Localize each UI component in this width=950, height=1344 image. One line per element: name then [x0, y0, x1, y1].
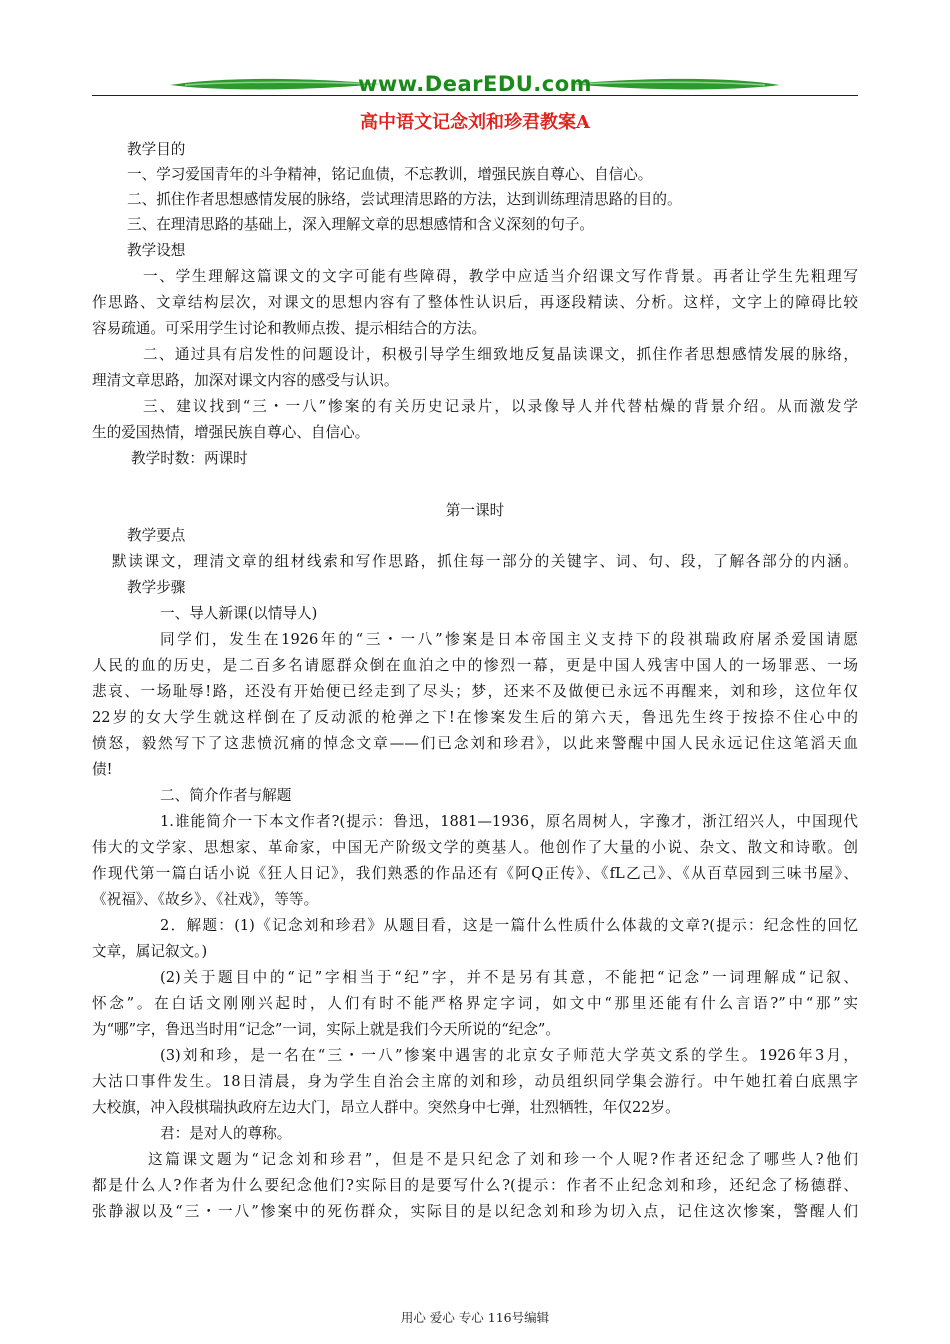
text-line: 债! — [92, 761, 113, 778]
text-line: 愤怒，毅然写下了这悲愤沉痛的悼念文章——们已念刘和珍君》，以此来警醒中国人民永远记住这笔滔天血 — [92, 735, 858, 752]
text-line: 作思路、文章结构层次，对课文的思想内容有了整体性认识后，再逐段精读、分析。这样，文字上的障碍比较 — [92, 294, 858, 311]
text-line: 二、简介作者与解题 — [160, 787, 292, 804]
text-line: 《祝福》、《故乡》、《社戏》，等等。 — [92, 891, 319, 908]
text-line: 默读课文，理清文章的组材线索和写作思路，抓住每一部分的关键字、词、句、段，了解各部分的内涵。 — [112, 553, 858, 570]
text-line: (2)关于题目中的“记”字相当于“纪”字，并不是另有其意，不能把“记念”一词理解成“记叙、 — [160, 969, 858, 986]
text-line: (3)刘和珍，是一名在“三・一八”惨案中遇害的北京女子师范大学英文系的学生。1926年3月， — [160, 1047, 858, 1064]
text-line: 2．解题：(1)《记念刘和珍君》从题目看，这是一篇什么性质什么体裁的文章?(提示：纪念性的回忆 — [160, 917, 858, 934]
text-line: 理清文章思路，加深对课文内容的感受与认识。 — [92, 372, 399, 389]
text-line: 伟大的文学家、思想家、革命家，中国无产阶级文学的奠基人。他创作了大量的小说、杂文、散文和诗歌。创 — [92, 839, 858, 856]
text-line: 教学目的 — [127, 141, 186, 158]
text-line: 二、通过具有启发性的问题设计，积极引导学生细致地反复晶读课文，抓住作者思想感情发展的脉络， — [143, 346, 858, 363]
text-line: 三、在理清思路的基础上，深入理解文章的思想感情和含义深刻的句子。 — [127, 216, 595, 233]
text-line: 作现代第一篇白话小说《狂人日记》，我们熟悉的作品还有《阿Q正传》、《fL乙己》、《从百草园到三味书屋》、 — [92, 865, 858, 882]
text-line: 容易疏通。可采用学生讨论和教师点拨、提示相结合的方法。 — [92, 320, 487, 337]
text-line: 一、学习爱国青年的斗争精神，铭记血债，不忘教训，增强民族自尊心、自信心。 — [127, 166, 653, 183]
text-line: 这篇课文题为“记念刘和珍君”，但是不是只纪念了刘和珍一个人呢?作者还纪念了哪些人?他们 — [148, 1151, 858, 1168]
text-line: 教学时数：两课时 — [131, 450, 248, 467]
text-line: 一、导人新课(以情导人) — [160, 605, 318, 622]
text-line: 张静淑以及“三・一八”惨案中的死伤群众，实际目的是以纪念刘和珍为切入点，记住这次惨案，警醒人们 — [92, 1203, 858, 1220]
text-line: 二、抓住作者思想感情发展的脉络，尝试理清思路的方法，达到训练理清思路的目的。 — [127, 191, 682, 208]
page-title: 高中语文记念刘和珍君教案A — [360, 112, 590, 133]
text-line: 大沽口事件发生。18日清晨，身为学生自治会主席的刘和珍，动员组织同学集会游行。中午她扛着白底黑字 — [92, 1073, 858, 1090]
page-footer: 用心 爱心 专心 116号编辑 — [400, 1310, 550, 1325]
header-rule — [92, 95, 858, 96]
text-line: 为“哪”字，鲁迅当时用“记念”一词，实际上就是我们今天所说的“纪念”。 — [92, 1021, 560, 1038]
text-line: 人民的血的历史，是二百多名请愿群众倒在血泊之中的惨烈一幕，更是中国人残害中国人的一场罪恶、一场 — [92, 657, 858, 674]
text-line: 君：是对人的尊称。 — [160, 1125, 292, 1142]
text-line: 一、学生理解这篇课文的文字可能有些障碍，教学中应适当介绍课文写作背景。再者让学生先粗理写 — [143, 268, 858, 285]
text-line: 大校旗，冲入段棋瑞执政府左边大门，昂立人群中。突然身中七弹，壮烈牺牲，年仅22岁。 — [92, 1099, 680, 1116]
text-line: 教学设想 — [127, 242, 186, 259]
text-line: 三、建议找到“三・一八”惨案的有关历史记录片，以录像导人并代替枯燥的背景介绍。从而激发学 — [143, 398, 858, 415]
text-line: 怀念”。在白话文刚刚兴起时，人们有时不能严格界定字词，如文中“那里还能有什么言语?”中“那”实 — [92, 995, 858, 1012]
text-line: 生的爱国热情，增强民族自尊心、自信心。 — [92, 424, 370, 441]
site-name: www.DearEDU.com — [357, 72, 593, 96]
text-line: 都是什么人?作者为什么要纪念他们?实际目的是要写什么?(提示：作者不止纪念刘和珍，还纪念了杨德群、 — [92, 1177, 858, 1194]
text-line: 1.谁能简介一下本文作者?(提示：鲁迅，1881—1936，原名周树人，字豫才，浙江绍兴人，中国现代 — [160, 813, 858, 830]
text-line: 教学要点 — [127, 527, 186, 544]
text-line: 同学们，发生在1926年的“三・一八”惨案是日本帝国主义支持下的段祺瑞政府屠杀爱国请愿 — [160, 631, 858, 648]
text-line: 教学步骤 — [127, 579, 186, 596]
text-line: 22岁的女大学生就这样倒在了反动派的枪弹之下!在惨案发生后的第六天，鲁迅先生终于按捺不住心中的 — [92, 709, 858, 726]
section-heading: 第一课时 — [445, 502, 505, 519]
text-line: 文章，属记叙文。) — [92, 943, 208, 960]
text-line: 悲哀、一场耻辱!路，还没有开始便已经走到了尽头；梦，还来不及做便已永远不再醒来，刘和珍，这位年仅 — [92, 683, 858, 700]
